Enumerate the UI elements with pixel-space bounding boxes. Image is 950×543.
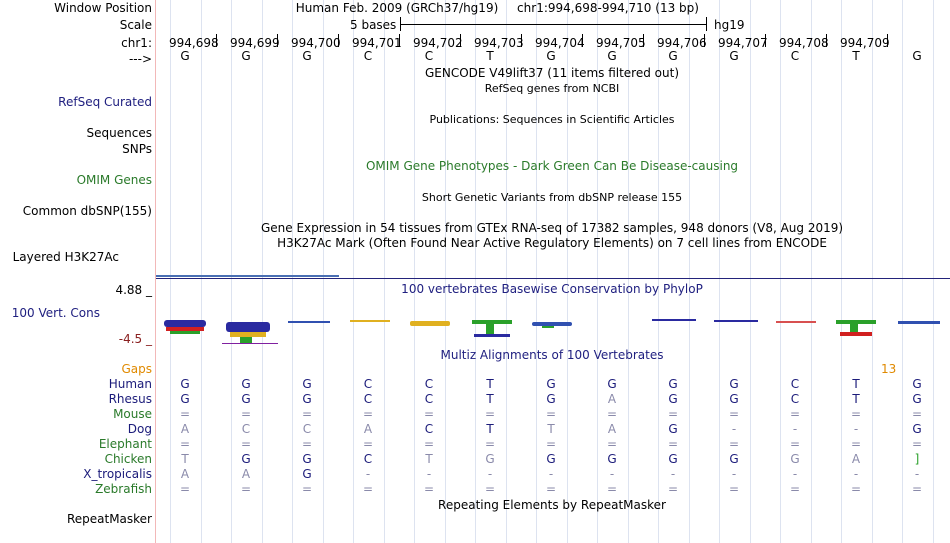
- alignment-base: G: [790, 452, 800, 466]
- gridline: [841, 0, 842, 543]
- snps-track-label[interactable]: SNPs: [122, 142, 152, 156]
- alignment-base: C: [790, 392, 800, 406]
- logo-col-7: [532, 322, 572, 328]
- reference-base: G: [607, 49, 617, 63]
- alignment-base: A: [607, 422, 617, 436]
- ruler-position-label: 994,700: [291, 36, 341, 50]
- ruler-position-label: 994,704: [535, 36, 585, 50]
- gridline: [323, 0, 324, 543]
- gridline: [262, 0, 263, 543]
- logo-col-13: [898, 321, 940, 324]
- alignment-base: -: [853, 467, 859, 481]
- gridline: [780, 0, 781, 543]
- alignment-base: G: [607, 377, 617, 391]
- alignment-base: =: [667, 407, 679, 421]
- chrom-label[interactable]: chr1:: [121, 36, 152, 50]
- ruler-position-label: 994,699: [230, 36, 280, 50]
- alignment-base: G: [546, 452, 556, 466]
- alignment-base: G: [729, 377, 739, 391]
- gridline: [628, 0, 629, 543]
- alignment-base: =: [728, 407, 740, 421]
- gridline: [658, 0, 659, 543]
- alignment-base: =: [484, 482, 496, 496]
- scale-bar: [400, 24, 706, 25]
- alignment-base: G: [302, 452, 312, 466]
- alignment-base: =: [423, 407, 435, 421]
- alignment-base: =: [423, 437, 435, 451]
- h3k27ac-baseline: [156, 278, 950, 279]
- gridline: [445, 0, 446, 543]
- alignment-base: =: [606, 407, 618, 421]
- alignment-base: -: [853, 422, 859, 436]
- conservation-logo: [156, 312, 950, 350]
- alignment-base: =: [301, 482, 313, 496]
- alignment-base: T: [486, 392, 494, 406]
- reference-base: G: [302, 49, 312, 63]
- alignment-base: A: [607, 392, 617, 406]
- alignment-base: A: [851, 452, 861, 466]
- alignment-base: T: [425, 452, 433, 466]
- alignment-base: =: [240, 482, 252, 496]
- repeatmasker-track-title[interactable]: Repeating Elements by RepeatMasker: [438, 498, 666, 512]
- alignment-base: A: [180, 467, 190, 481]
- track-image-area[interactable]: [156, 0, 950, 543]
- alignment-base: =: [545, 437, 557, 451]
- alignment-base: C: [363, 392, 373, 406]
- species-label[interactable]: Human: [108, 377, 152, 391]
- scale-bar-text: 5 bases: [350, 18, 397, 32]
- alignment-base: T: [852, 377, 860, 391]
- alignment-base: =: [850, 437, 862, 451]
- reference-base: G: [729, 49, 739, 63]
- alignment-base: C: [424, 422, 434, 436]
- logo-col-5: [410, 321, 450, 326]
- alignment-base: -: [609, 467, 615, 481]
- alignment-base: =: [850, 482, 862, 496]
- alignment-base: =: [301, 407, 313, 421]
- alignment-base: =: [911, 482, 923, 496]
- alignment-base: =: [667, 437, 679, 451]
- logo-col-1: [164, 320, 206, 334]
- ruler-position-label: 994,705: [596, 36, 646, 50]
- cons-min-label: -4.5 _: [118, 332, 152, 346]
- alignment-base: =: [362, 437, 374, 451]
- dbsnp-track-label[interactable]: Common dbSNP(155): [22, 204, 152, 218]
- position-title: chr1:994,698-994,710 (13 bp): [517, 1, 699, 15]
- alignment-base: =: [728, 482, 740, 496]
- multiz-track-title[interactable]: Multiz Alignments of 100 Vertebrates: [440, 348, 664, 362]
- omim-track-label[interactable]: OMIM Genes: [76, 173, 152, 187]
- alignment-base: =: [179, 482, 191, 496]
- alignment-base: C: [363, 452, 373, 466]
- species-label[interactable]: Chicken: [104, 452, 152, 466]
- publications-track-title[interactable]: Publications: Sequences in Scientific Articles: [429, 113, 675, 126]
- logo-col-11: [776, 321, 816, 323]
- alignment-base: C: [790, 377, 800, 391]
- strand-arrow-label[interactable]: --->: [128, 52, 152, 66]
- alignment-base: =: [362, 482, 374, 496]
- alignment-base: -: [365, 467, 371, 481]
- alignment-base: -: [731, 422, 737, 436]
- alignment-base: A: [363, 422, 373, 436]
- refseq-track-title[interactable]: RefSeq genes from NCBI: [484, 82, 620, 95]
- alignment-base: A: [241, 467, 251, 481]
- gridline: [231, 0, 232, 543]
- gridline: [689, 0, 690, 543]
- gridline: [902, 0, 903, 543]
- scale-bar-right-end: [706, 17, 707, 31]
- alignment-base: -: [914, 467, 920, 481]
- alignment-base: -: [670, 467, 676, 481]
- species-label[interactable]: Dog: [127, 422, 152, 436]
- alignment-base: =: [728, 437, 740, 451]
- gaps-label: Gaps: [121, 362, 152, 376]
- window-position-label[interactable]: Window Position: [54, 1, 152, 15]
- alignment-base: =: [179, 437, 191, 451]
- alignment-base: C: [424, 377, 434, 391]
- cons-max-label: 4.88 _: [115, 283, 152, 297]
- alignment-base: G: [729, 392, 739, 406]
- gridline: [170, 0, 171, 543]
- alignment-base: =: [240, 407, 252, 421]
- alignment-base: T: [547, 422, 555, 436]
- logo-col-4: [350, 320, 390, 322]
- alignment-base: G: [668, 392, 678, 406]
- alignment-base: G: [302, 377, 312, 391]
- alignment-base: =: [240, 437, 252, 451]
- alignment-base: G: [668, 377, 678, 391]
- alignment-base: G: [180, 392, 190, 406]
- alignment-base: =: [362, 407, 374, 421]
- alignment-base: -: [792, 467, 798, 481]
- alignment-base: T: [181, 452, 189, 466]
- alignment-base: G: [912, 422, 922, 436]
- ruler-position-label: 994,701: [352, 36, 402, 50]
- alignment-base: G: [729, 452, 739, 466]
- gridline: [201, 0, 202, 543]
- alignment-base: -: [792, 422, 798, 436]
- ruler-position-label: 994,706: [657, 36, 707, 50]
- species-label[interactable]: Rhesus: [108, 392, 152, 406]
- alignment-base: T: [486, 377, 494, 391]
- reference-base: G: [241, 49, 251, 63]
- dbsnp-track-title[interactable]: Short Genetic Variants from dbSNP release 155: [421, 191, 683, 204]
- alignment-base: =: [911, 437, 923, 451]
- reference-base: G: [912, 49, 922, 63]
- reference-base: C: [363, 49, 373, 63]
- cons-track-label[interactable]: 100 Vert. Cons: [11, 306, 100, 320]
- species-label[interactable]: X_tropicalis: [83, 467, 152, 481]
- alignment-base: G: [912, 377, 922, 391]
- gridline: [414, 0, 415, 543]
- gridline: [933, 0, 934, 543]
- gridline: [719, 0, 720, 543]
- sequences-track-label[interactable]: Sequences: [86, 126, 152, 140]
- alignment-base: C: [241, 422, 251, 436]
- alignment-base: C: [363, 377, 373, 391]
- alignment-base: =: [545, 482, 557, 496]
- ruler-position-label: 994,703: [474, 36, 524, 50]
- alignment-base: G: [241, 377, 251, 391]
- ruler-position-label: 994,698: [169, 36, 219, 50]
- alignment-base: C: [424, 392, 434, 406]
- alignment-base: T: [852, 392, 860, 406]
- alignment-base: G: [912, 392, 922, 406]
- reference-base: C: [790, 49, 800, 63]
- alignment-base: =: [789, 482, 801, 496]
- scale-bar-db: hg19: [714, 18, 745, 32]
- gaps-count: 13: [881, 362, 897, 376]
- alignment-base: =: [667, 482, 679, 496]
- gtex-track-title[interactable]: Gene Expression in 54 tissues from GTEx RNA-seq of 17382 samples, 948 donors (V8, Aug 2019): [260, 221, 844, 235]
- alignment-base: -: [548, 467, 554, 481]
- alignment-base: =: [606, 482, 618, 496]
- reference-base: G: [546, 49, 556, 63]
- logo-col-2: [222, 322, 278, 344]
- alignment-base: -: [426, 467, 432, 481]
- reference-base: T: [486, 49, 494, 63]
- alignment-base: G: [241, 392, 251, 406]
- logo-col-12: [836, 320, 876, 336]
- alignment-base: =: [789, 407, 801, 421]
- alignment-base: -: [487, 467, 493, 481]
- alignment-base: G: [485, 452, 495, 466]
- gridline: [292, 0, 293, 543]
- logo-col-10: [714, 320, 758, 322]
- ruler-position-label: 994,709: [840, 36, 890, 50]
- repeatmasker-track-label[interactable]: RepeatMasker: [66, 512, 152, 526]
- alignment-base: G: [302, 392, 312, 406]
- alignment-base: =: [301, 437, 313, 451]
- reference-base: C: [424, 49, 434, 63]
- reference-base: T: [852, 49, 860, 63]
- alignment-base: G: [302, 467, 312, 481]
- alignment-base: =: [789, 437, 801, 451]
- scale-label[interactable]: Scale: [119, 18, 152, 32]
- gridline: [750, 0, 751, 543]
- species-label[interactable]: Zebrafish: [95, 482, 152, 496]
- gridline: [353, 0, 354, 543]
- alignment-base: =: [850, 407, 862, 421]
- track-label-column: [0, 0, 155, 543]
- alignment-base: G: [607, 452, 617, 466]
- alignment-base: =: [484, 437, 496, 451]
- logo-col-3: [288, 321, 330, 323]
- alignment-base: ]: [914, 452, 920, 466]
- gridline: [872, 0, 873, 543]
- alignment-base: G: [241, 452, 251, 466]
- alignment-base: =: [484, 407, 496, 421]
- reference-base: G: [668, 49, 678, 63]
- species-label[interactable]: Mouse: [113, 407, 152, 421]
- alignment-base: =: [545, 407, 557, 421]
- alignment-base: =: [911, 407, 923, 421]
- refseq-track-label[interactable]: RefSeq Curated: [58, 95, 152, 109]
- h3k27ac-signal-bar: [156, 275, 339, 277]
- alignment-base: G: [546, 377, 556, 391]
- omim-track-title[interactable]: OMIM Gene Phenotypes - Dark Green Can Be Disease-causing: [365, 159, 739, 173]
- alignment-base: G: [668, 422, 678, 436]
- alignment-base: T: [486, 422, 494, 436]
- gridline: [811, 0, 812, 543]
- alignment-base: =: [606, 437, 618, 451]
- alignment-base: A: [180, 422, 190, 436]
- alignment-base: G: [668, 452, 678, 466]
- h3k27ac-track-title[interactable]: H3K27Ac Mark (Often Found Near Active Regulatory Elements) on 7 cell lines from ENCODE: [277, 236, 827, 250]
- assembly-title: Human Feb. 2009 (GRCh37/hg19): [295, 1, 499, 15]
- ruler-position-label: 994,702: [413, 36, 463, 50]
- gencode-track-title[interactable]: GENCODE V49lift37 (11 items filtered out): [424, 66, 680, 80]
- ruler-position-label: 994,707: [718, 36, 768, 50]
- alignment-base: =: [423, 482, 435, 496]
- species-label[interactable]: Elephant: [98, 437, 152, 451]
- gridline: [475, 0, 476, 543]
- h3k27ac-track-label[interactable]: Layered H3K27Ac: [12, 250, 119, 264]
- alignment-base: -: [731, 467, 737, 481]
- ruler-position-label: 994,708: [779, 36, 829, 50]
- reference-base: G: [180, 49, 190, 63]
- alignment-base: =: [179, 407, 191, 421]
- alignment-base: C: [302, 422, 312, 436]
- logo-col-9: [652, 319, 696, 321]
- conservation-track-title[interactable]: 100 vertebrates Basewise Conservation by PhyloP: [401, 282, 703, 296]
- logo-col-6: [472, 320, 512, 337]
- alignment-base: G: [180, 377, 190, 391]
- gridline: [384, 0, 385, 543]
- alignment-base: G: [546, 392, 556, 406]
